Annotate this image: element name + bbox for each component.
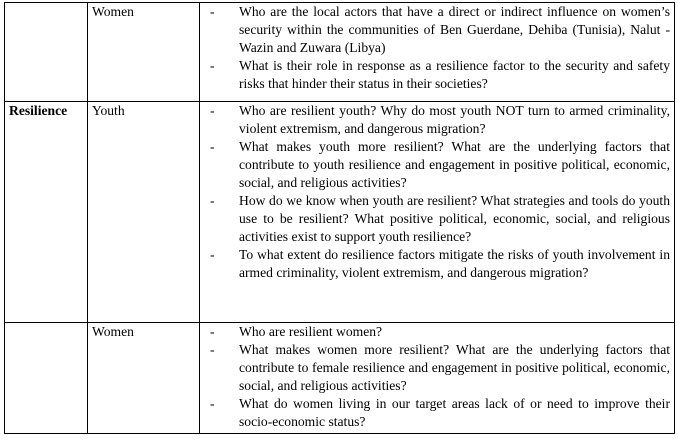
questions-cell — [200, 102, 675, 323]
question-list — [204, 102, 670, 282]
group-cell: Youth — [88, 102, 200, 323]
question-text: Who are the local actors that have a direct or indirect influence on women’s security within the communities of Ben Guerdane, Dehiba (Tunisia), Nalut - Wazin and Zuwara (Libya) — [239, 4, 670, 55]
question-item — [204, 341, 670, 395]
questions-cell — [200, 323, 675, 434]
question-text: What makes youth more resilient? What are the underlying factors that contribute to youth resilience and engagement in positive political, economic, social, and religious activities? — [239, 139, 670, 190]
category-cell — [5, 323, 88, 434]
dash-bullet-icon: - — [210, 247, 215, 262]
question-item — [204, 395, 670, 431]
category-cell: Resilience — [5, 102, 88, 323]
question-text: What is their role in response as a resilience factor to the security and safety risks that hinder their status in their societies? — [239, 58, 670, 91]
dash-bullet-icon: - — [210, 396, 215, 411]
question-item — [204, 138, 670, 192]
question-text: How do we know when youth are resilient? What strategies and tools do youth use to be resilient? What positive political, economic, social, and religious activities exist to support youth resilience? — [239, 193, 670, 244]
dash-bullet-icon: - — [210, 324, 215, 339]
question-item — [204, 323, 670, 341]
question-item — [204, 3, 670, 57]
dash-bullet-icon: - — [210, 103, 215, 118]
question-text: What makes women more resilient? What are the underlying factors that contribute to female resilience and engagement in positive political, economic, social, and religious activities? — [239, 342, 670, 393]
category-cell — [5, 3, 88, 102]
table-row-resilience-youth — [5, 102, 675, 323]
question-text: Who are resilient women? — [239, 324, 383, 339]
dash-bullet-icon: - — [210, 58, 215, 73]
group-cell: Women — [88, 323, 200, 434]
question-text: Who are resilient youth? Why do most youth NOT turn to armed criminality, violent extremism, and dangerous migration? — [239, 103, 670, 136]
question-item — [204, 192, 670, 246]
table-row-resilience-women — [5, 323, 675, 434]
dash-bullet-icon: - — [210, 193, 215, 208]
table-row-women-security — [5, 3, 675, 102]
group-cell: Women — [88, 3, 200, 102]
question-item — [204, 102, 670, 138]
dash-bullet-icon: - — [210, 4, 215, 19]
questions-cell — [200, 3, 675, 102]
questions-table — [4, 2, 675, 434]
question-item — [204, 246, 670, 282]
question-item — [204, 57, 670, 93]
question-list — [204, 323, 670, 431]
question-text: To what extent do resilience factors mitigate the risks of youth involvement in armed criminality, violent extremism, and dangerous migration? — [239, 247, 670, 280]
dash-bullet-icon: - — [210, 342, 215, 357]
question-list — [204, 3, 670, 93]
question-text: What do women living in our target areas lack of or need to improve their socio-economic status? — [239, 396, 670, 429]
dash-bullet-icon: - — [210, 139, 215, 154]
